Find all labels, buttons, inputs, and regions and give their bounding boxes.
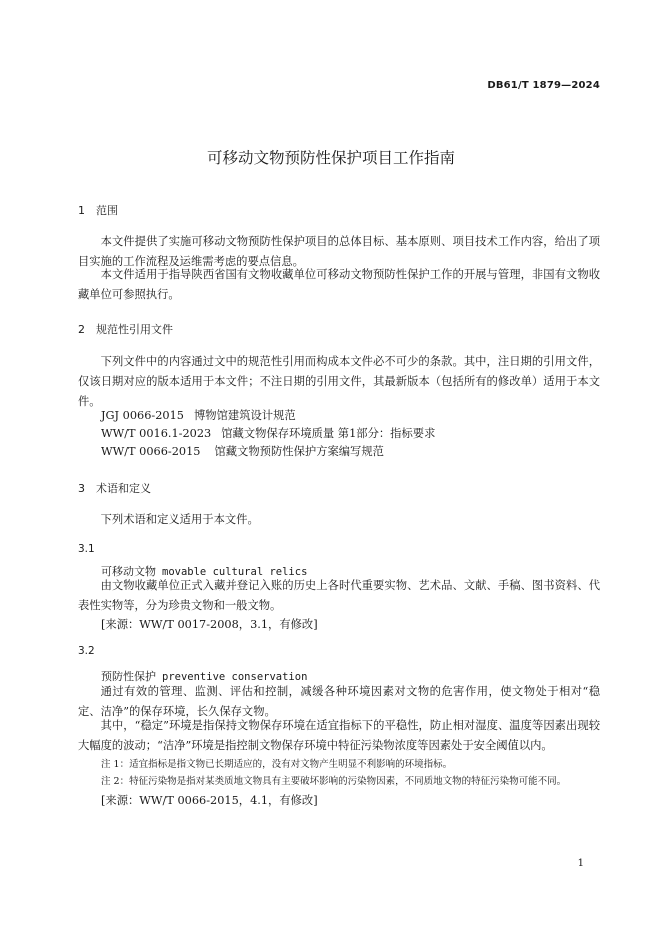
term-zh: 可移动文物	[101, 565, 156, 578]
section-title: 术语和定义	[96, 482, 151, 495]
term-en: preventive conservation	[162, 671, 308, 683]
reference-item	[101, 407, 296, 423]
term-en: movable cultural relics	[162, 566, 308, 578]
term-zh: 预防性保护	[101, 670, 156, 683]
reference-name: 馆藏文物保存环境质量 第1部分：指标要求	[221, 427, 436, 440]
subsection-number: 3.1	[78, 543, 95, 555]
section-number: 3	[78, 482, 85, 495]
reference-name: 博物馆建筑设计规范	[194, 409, 296, 422]
section-number: 1	[78, 204, 85, 217]
standard-code: DB61/T 1879—2024	[487, 80, 600, 91]
section-title: 范围	[96, 204, 118, 217]
term-definition: 通过有效的管理、监测、评估和控制，减缓各种环境因素对文物的危害作用，使文物处于相对“稳定、洁净”的保存环境，长久保存文物。	[78, 685, 600, 718]
note-2: 注 2：特征污染物是指对某类质地文物具有主要破坏影响的污染物因素，不同质地文物的特征污染物可能不同。	[101, 776, 567, 787]
paragraph: 本文件适用于指导陕西省国有文物收藏单位可移动文物预防性保护工作的开展与管理，非国有文物收藏单位可参照执行。	[78, 268, 600, 301]
paragraph: 下列术语和定义适用于本文件。	[100, 513, 259, 526]
section-3-heading	[78, 480, 151, 496]
page-number: 1	[577, 858, 584, 869]
reference-code: JGJ 0066-2015	[101, 409, 184, 422]
reference-item	[101, 443, 384, 459]
subsection-number: 3.2	[78, 645, 95, 657]
document-title: 可移动文物预防性保护项目工作指南	[206, 149, 455, 167]
note-1: 注 1：适宜指标是指文物已长期适应的，没有对文物产生明显不利影响的环境指标。	[101, 759, 453, 770]
reference-item	[101, 425, 435, 441]
reference-code: WW/T 0016.1-2023	[101, 427, 212, 440]
source-citation: [来源：WW/T 0066-2015，4.1，有修改]	[101, 794, 318, 807]
paragraph: 下列文件中的内容通过文中的规范性引用而构成本文件必不可少的条款。其中，注日期的引用文件，仅该日期对应的版本适用于本文件；不注日期的引用文件，其最新版本（包括所有的修改单）适用于本文件。	[78, 355, 600, 408]
reference-code: WW/T 0066-2015	[101, 445, 201, 458]
reference-name: 馆藏文物预防性保护方案编写规范	[214, 445, 384, 458]
term-definition: 由文物收藏单位正式入藏并登记入账的历史上各时代重要实物、艺术品、文献、手稿、图书资料、代表性实物等，分为珍贵文物和一般文物。	[78, 579, 600, 612]
term-definition: 其中，“稳定”环境是指保持文物保存环境在适宜指标下的平稳性，防止相对湿度、温度等因素出现较大幅度的波动；“洁净”环境是指控制文物保存环境中特征污染物浓度等因素处于安全阈值以内。	[78, 719, 600, 752]
paragraph: 本文件提供了实施可移动文物预防性保护项目的总体目标、基本原则、项目技术工作内容，给出了项目实施的工作流程及运维需考虑的要点信息。	[78, 235, 600, 268]
source-citation: [来源：WW/T 0017-2008，3.1，有修改]	[101, 618, 318, 631]
section-2-heading	[78, 321, 173, 337]
section-title: 规范性引用文件	[96, 323, 173, 336]
section-1-heading	[78, 202, 118, 218]
section-number: 2	[78, 323, 85, 336]
